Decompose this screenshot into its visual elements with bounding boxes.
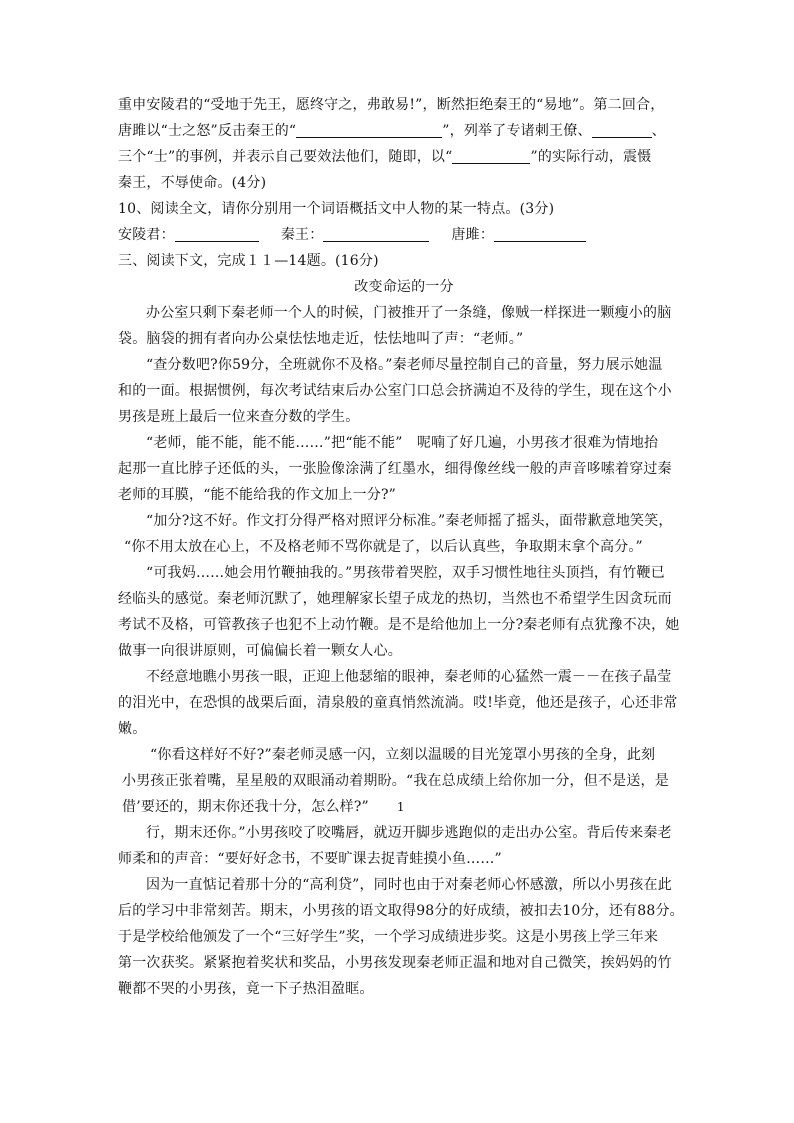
story-line: 因为一直惦记着那十分的“高利贷”，同时也由于对秦老师心怀感激，所以小男孩在此: [146, 877, 672, 893]
story-line: 老师的耳膜，“能不能给我的作文加上一分?”: [118, 487, 397, 503]
answer-blank[interactable]: [296, 121, 442, 138]
story-line: “查分数吧?你59分，全班就你不及格。”秦老师尽量控制自己的音量，努力展示她温: [146, 357, 663, 373]
label-tangju: 唐雎：: [451, 227, 495, 243]
story-line: 经临头的感觉。秦老师沉默了，她理解家长望子成龙的热切，当然也不希望学生因贪玩而: [118, 591, 672, 607]
story-line: [118, 794, 698, 820]
story-line: 第一次获奖。紧紧抱着奖状和奖品，小男孩发现秦老师正温和地对自己微笑，挨妈妈的竹: [118, 955, 672, 971]
story-line: 小男孩正张着嘴，星星般的双眼涌动着期盼。“我在总成绩上给你加一分，但不是送，是: [122, 773, 669, 789]
q10-answers: [118, 222, 698, 248]
label-anling: 安陵君：: [118, 227, 175, 243]
story-text: 借’要还的，期末你还我十分，怎么样?”: [122, 799, 369, 815]
q9-line-1: 重申安陵君的“受地于先王，愿终守之，弗敢易!”，断然拒绝秦王的“易地”。第二回合，: [118, 97, 665, 113]
story-line: 和的一面。根据惯例，每次考试结束后办公室门口总会挤满迫不及待的学生，现在这个小: [118, 383, 672, 399]
q9-line-3: [118, 144, 698, 170]
story-line: 起那一直比脖子还低的头，一张脸像涂满了红墨水，细得像丝线一般的声音哆嗦着穿过秦: [118, 461, 672, 477]
story-line: 后的学习中非常刻苦。期末，小男孩的语文取得98分的好成绩，被扣去10分，还有88分。: [118, 903, 684, 919]
story-line: “加分?这不好。作文打分得严格对照评分标准。”秦老师摇了摇头，面带歉意地笑笑，: [146, 513, 673, 529]
q9-line-2: [118, 118, 698, 144]
story-line: 于是学校给他颁发了一个“三好学生”奖，一个学习成绩进步奖。这是小男孩上学三年来: [118, 929, 659, 945]
story-line: 考试不及格，可管教孩子也犯不上动竹鞭。是不是给他加上一分?秦老师有点犹豫不决，她: [118, 617, 680, 633]
q9-text: ”的实际行动，震慑: [530, 149, 652, 165]
story-line: 不经意地瞧小男孩一眼，正迎上他瑟缩的眼神，秦老师的心猛然一震－－在孩子晶莹: [146, 669, 672, 685]
story-line: 袋。脑袋的拥有者向办公桌怯怯地走近，怯怯地叫了声：“老师。”: [118, 331, 524, 347]
answer-blank[interactable]: [452, 147, 530, 164]
story-line: 做事一向很讲原则，可偏偏长着一颗女人心。: [118, 643, 402, 659]
answer-blank[interactable]: [592, 121, 652, 138]
story-line: 师柔和的声音：“要好好念书，不要旷课去捉青蛙摸小鱼……”: [118, 851, 502, 867]
page-number: 1: [396, 800, 405, 814]
story-line: 嫩。: [118, 721, 147, 737]
story-line: “老师，能不能，能不能……”把“能不能” 呢喃了好几遍，小男孩才很难为情地抬: [146, 435, 659, 451]
story-line: 行，期末还你。”小男孩咬了咬嘴唇，就迈开脚步逃跑似的走出办公室。背后传来秦老: [146, 825, 672, 841]
q9-text: ”，列举了专诸刺王僚、: [442, 123, 592, 139]
story-title: 改变命运的一分: [354, 279, 454, 295]
answer-blank-anling[interactable]: [175, 225, 259, 242]
q9-text: 唐雎以“士之怒”反击秦王的“: [118, 123, 297, 139]
label-qin: 秦王：: [280, 227, 324, 243]
story-line: 的泪光中，在恐惧的战栗后面，清泉般的童真悄然流淌。哎!毕竟，他还是孩子，心还非常: [118, 695, 678, 711]
answer-blank-tangju[interactable]: [494, 225, 586, 242]
story-line: 办公室只剩下秦老师一个人的时候，门被推开了一条缝，像贼一样探进一颗瘦小的脑: [146, 305, 672, 321]
story-line: “你不用太放在心上，不及格老师不骂你就是了，以后认真些，争取期末拿个高分。”: [124, 539, 643, 555]
story-line: 男孩是班上最后一位来查分数的学生。: [118, 409, 360, 425]
story-line: 鞭都不哭的小男孩，竟一下子热泪盈眶。: [118, 981, 374, 997]
answer-blank-qin[interactable]: [323, 225, 429, 242]
q9-text: 三个“士”的事例，并表示自己要效法他们，随即，以“: [118, 149, 453, 165]
q9-text: 、: [651, 123, 666, 139]
story-line: “你看这样好不好?”秦老师灵感一闪，立刻以温暖的目光笼罩小男孩的全身，此刻: [150, 747, 656, 763]
q10-prompt: 10、阅读全文，请你分别用一个词语概括文中人物的某一特点。(3分): [118, 201, 555, 217]
section-heading: 三、阅读下文，完成１１—14题。(16分): [118, 253, 379, 269]
document-page: [118, 92, 698, 1002]
q9-line-4: 秦王，不辱使命。(4分): [118, 175, 267, 191]
story-line: “可我妈……她会用竹鞭抽我的。”男孩带着哭腔，双手习惯性地往头顶挡，有竹鞭已: [146, 565, 665, 581]
